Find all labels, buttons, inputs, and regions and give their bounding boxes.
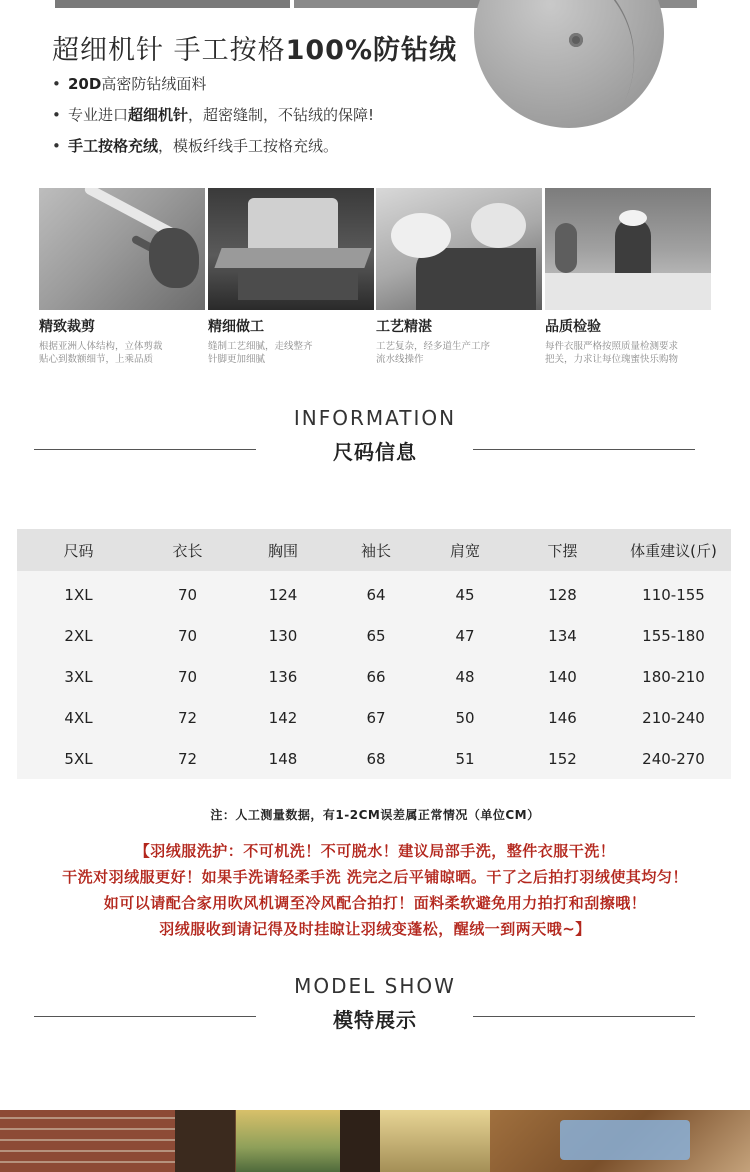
- table-row: 5XL 72 148 68 51 152 240-270: [64, 749, 705, 768]
- list-item: • 20D高密防钻绒面料: [52, 75, 207, 93]
- column-header: 下摆: [547, 541, 578, 560]
- list-item: • 手工按格充绒，模板纤线手工按格充绒。: [52, 137, 339, 155]
- column-header: 尺码: [63, 541, 94, 560]
- product-photo-strip-left: [55, 0, 290, 8]
- size-table: [17, 529, 731, 779]
- section-title-en: INFORMATION: [293, 406, 457, 430]
- sewing-photo: [208, 188, 374, 310]
- process-card-inspection: [545, 188, 711, 366]
- process-card-cutting: [39, 188, 205, 366]
- process-description: 根据亚洲人体结构，立体剪裁 贴心到数额细节，上乘品质: [39, 341, 163, 365]
- inspection-photo: [545, 188, 711, 310]
- section-title-cn: 模特展示: [333, 1008, 417, 1032]
- table-header-row: [17, 529, 731, 571]
- process-gallery: [39, 188, 711, 368]
- column-header: 袖长: [360, 541, 391, 560]
- care-line: 如可以请配合家用吹风机调至冷风配合拍打！面料柔软避免用力拍打和刮擦哦！: [103, 894, 647, 912]
- care-line: 【羽绒服洗护：不可机洗！不可脱水！建议局部手洗，整件衣服干洗！: [134, 842, 616, 860]
- column-header: 体重建议(斤): [630, 541, 717, 560]
- pocket-detail-photo: [474, 0, 664, 128]
- column-header: 衣长: [172, 541, 203, 560]
- table-row: 2XL 70 130 65 47 134 155-180: [64, 627, 705, 646]
- table-row: 1XL 70 124 64 45 128 110-155: [64, 586, 705, 605]
- headline-highlight: 100%防钻绒: [285, 35, 458, 66]
- cutting-photo: [39, 188, 205, 310]
- column-header: 肩宽: [449, 541, 480, 560]
- model-section-header: [0, 974, 750, 1033]
- feature-bullet-list: [52, 72, 374, 165]
- process-description: 缝制工艺细腻，走线整齐 针脚更加细腻: [208, 341, 313, 365]
- care-instructions: [0, 838, 750, 942]
- divider: [473, 1016, 695, 1017]
- headline-text: 超细机针 手工按格: [52, 35, 286, 66]
- divider: [34, 449, 256, 450]
- process-description: 每件衣服严格按照质量检测要求 把关，力求让每位瑰蜜快乐购物: [545, 341, 679, 365]
- process-title: 品质检验: [545, 319, 601, 335]
- feature-headline: [52, 28, 457, 67]
- divider: [473, 449, 695, 450]
- process-card-sewing: [208, 188, 374, 366]
- process-title: 精致裁剪: [39, 319, 95, 335]
- divider: [34, 1016, 256, 1017]
- measurement-note: 注：人工测量数据，有1-2CM误差属正常情况（单位CM）: [210, 808, 540, 822]
- process-title: 精细做工: [208, 319, 264, 335]
- craft-photo: [376, 188, 542, 310]
- section-title-cn: 尺码信息: [333, 440, 417, 464]
- list-item: • 专业进口超细机针，超密缝制，不钻绒的保障!: [52, 106, 375, 124]
- process-title: 工艺精湛: [376, 319, 432, 335]
- section-title-en: MODEL SHOW: [294, 974, 456, 998]
- table-row: 3XL 70 136 66 48 140 180-210: [64, 668, 705, 687]
- snap-button-detail: [569, 33, 583, 47]
- process-description: 工艺复杂，经多道生产工序 流水线操作: [376, 341, 491, 365]
- care-line: 羽绒服收到请记得及时挂晾让羽绒变蓬松，醒绒一到两天哦~】: [159, 920, 591, 938]
- care-line: 干洗对羽绒服更好！如果手洗请轻柔手洗 洗完之后平铺晾晒。干了之后拍打羽绒使其均匀！: [62, 868, 688, 886]
- table-row: 4XL 72 142 67 50 146 210-240: [64, 708, 705, 727]
- info-section-header: [0, 406, 750, 465]
- model-photo: [0, 1110, 750, 1172]
- column-header: 胸围: [267, 541, 298, 560]
- process-card-craft: [376, 188, 542, 366]
